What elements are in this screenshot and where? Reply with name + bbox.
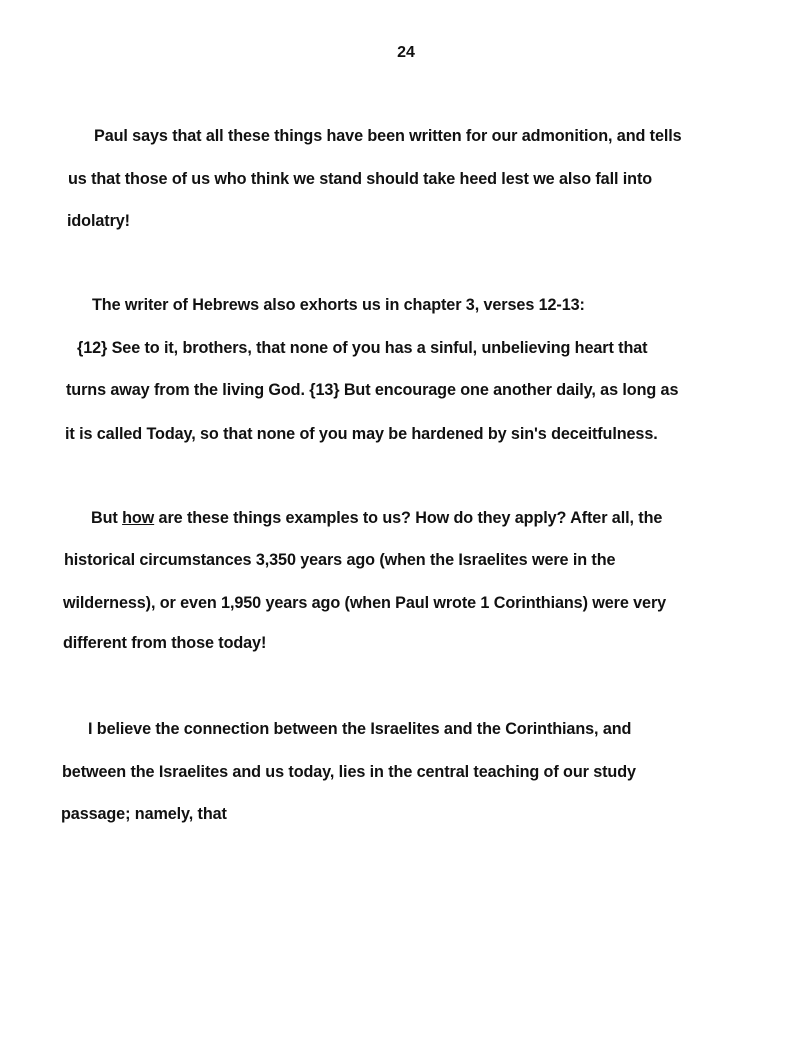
paragraph-line: it is called Today, so that none of you may be hardened by sin's deceitfulness. [65, 425, 658, 443]
paragraph-line: passage; namely, that [61, 805, 227, 823]
text-segment: are these things examples to us? How do they apply? After all, the [154, 509, 663, 527]
paragraph-line: turns away from the living God. {13} But encourage one another daily, as long as [66, 381, 679, 399]
paragraph-line: I believe the connection between the Israelites and the Corinthians, and [88, 720, 632, 738]
paragraph-line: us that those of us who think we stand should take heed lest we also fall into [68, 170, 653, 188]
paragraph-line: idolatry! [67, 212, 130, 230]
paragraph-line: wilderness), or even 1,950 years ago (when Paul wrote 1 Corinthians) were very [63, 594, 667, 612]
text-segment: But [91, 509, 123, 527]
paragraph-line: historical circumstances 3,350 years ago (when the Israelites were in the [64, 551, 616, 569]
paragraph-line: The writer of Hebrews also exhorts us in chapter 3, verses 12-13: [92, 296, 585, 314]
paragraph-line: different from those today! [63, 634, 267, 652]
paragraph-line: {12} See to it, brothers, that none of you has a sinful, unbelieving heart that [77, 339, 648, 357]
paragraph-line [91, 509, 662, 528]
underlined-word: how [122, 509, 155, 527]
paragraph-line: between the Israelites and us today, lies in the central teaching of our study [62, 763, 636, 781]
page-number: 24 [397, 44, 415, 61]
paragraph-line: Paul says that all these things have been written for our admonition, and tells [94, 127, 682, 145]
